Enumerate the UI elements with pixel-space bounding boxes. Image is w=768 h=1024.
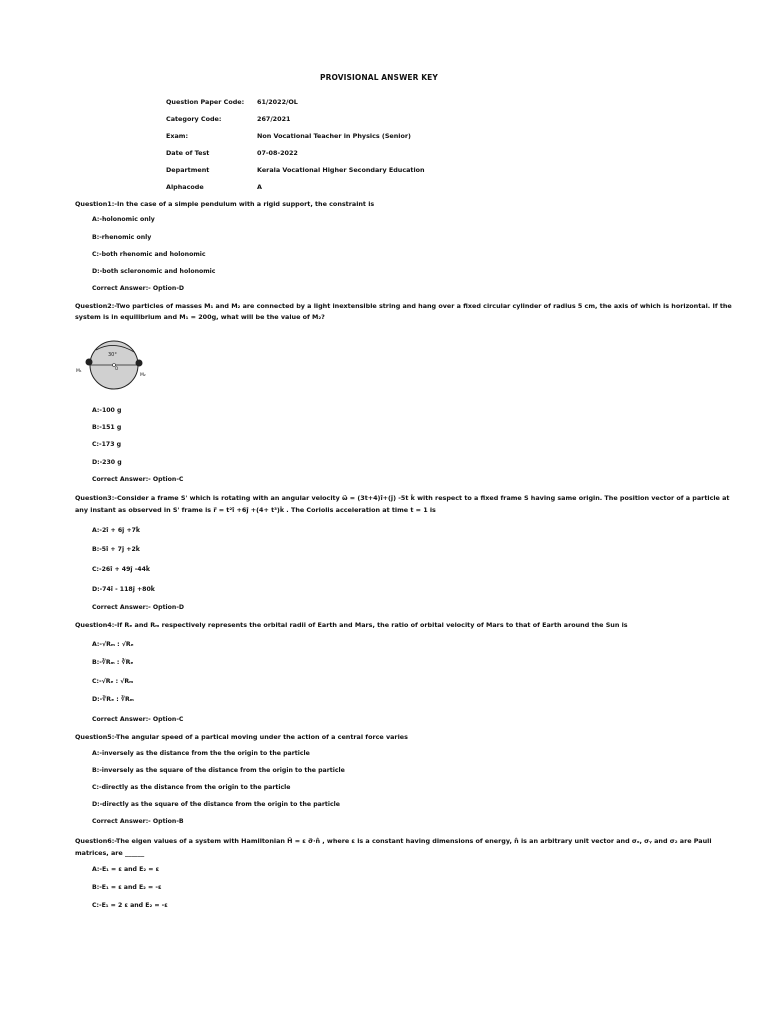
correct-answer: Correct Answer:- Option-D <box>92 285 185 292</box>
meta-value: 07-08-2022 <box>257 149 298 157</box>
option-c: C:-26î + 49ĵ -44k̂ <box>92 566 150 573</box>
option-a: A:-E₁ = ε and E₂ = ε <box>92 866 160 873</box>
option-c: C:-√Rₑ : √Rₘ <box>92 678 134 685</box>
option-a: A:-2î + 6ĵ +7k̂ <box>92 527 141 534</box>
option-d: D:-directly as the square of the distance from the origin to the particle <box>92 801 340 808</box>
meta-label: Alphacode <box>166 183 204 191</box>
question-text: Question4:-If Rₑ and Rₘ respectively represents the orbital radii of Earth and Mars, the ratio of orbital velocity of Mars to that of Earth around the Sun is <box>75 621 628 629</box>
meta-label: Date of Test <box>166 149 210 157</box>
question-text-line2: system is in equilibrium and M₁ = 200g, what will be the value of M₂? <box>75 313 325 321</box>
option-c: C:-E₁ = 2 ε and E₂ = -ε <box>92 902 168 909</box>
question-text-line2: any instant as observed in S' frame is r⃗ = t²î +6ĵ +(4+ t³)k̂ . The Coriolis acceleration at time t = 1 is <box>75 506 436 514</box>
question-text: Question1:-In the case of a simple pendulum with a rigid support, the constraint is <box>75 200 375 208</box>
option-a: A:-inversely as the distance from the the origin to the particle <box>92 750 310 757</box>
option-b: B:-5î + 7ĵ +2k̂ <box>92 546 140 553</box>
correct-answer: Correct Answer:- Option-B <box>92 818 184 825</box>
diagram-left-label: M₁ <box>76 369 82 374</box>
correct-answer: Correct Answer:- Option-C <box>92 476 184 483</box>
question-text: Question6:-The eigen values of a system with Hamiltonian Ĥ = ε σ⃗·n̂ , where ε is a constant having dimensions of energy, n̂ is an arbitrary unit vector and σₓ, σᵧ and σ₂ are Pauli <box>75 837 712 845</box>
meta-label: Department <box>166 166 210 174</box>
option-d: D:-74î - 118ĵ +80k̂ <box>92 586 155 593</box>
question-text-line2: matrices, are ______ <box>75 849 145 857</box>
correct-answer: Correct Answer:- Option-D <box>92 604 185 611</box>
question-text: Question5:-The angular speed of a partical moving under the action of a central force varies <box>75 733 408 741</box>
option-b: B:-E₁ = ε and E₂ = -ε <box>92 884 162 891</box>
meta-value: Non Vocational Teacher in Physics (Senior) <box>257 132 411 140</box>
page-title: PROVISIONAL ANSWER KEY <box>320 73 438 82</box>
option-b: B:-151 g <box>92 424 122 431</box>
option-c: C:-directly as the distance from the origin to the particle <box>92 784 291 791</box>
option-a: A:-√Rₘ : √Rₑ <box>92 641 134 648</box>
meta-value: 61/2022/OL <box>257 98 298 106</box>
meta-label: Question Paper Code: <box>166 98 245 106</box>
meta-value: 267/2021 <box>257 115 291 123</box>
question-text: Question2:-Two particles of masses M₁ and M₂ are connected by a light inextensible string and hang over a fixed circular cylinder of radius 5 cm, the axis of which is horizontal. If the <box>75 302 732 310</box>
option-a: A:-100 g <box>92 407 122 414</box>
diagram-right-label: M₂ <box>140 373 146 378</box>
option-c: C:-both rhenomic and holonomic <box>92 251 206 258</box>
option-b: B:-rhenomic only <box>92 234 152 241</box>
diagram-top-label: 30° <box>108 352 117 358</box>
correct-answer: Correct Answer:- Option-C <box>92 716 184 723</box>
meta-label: Exam: <box>166 132 189 140</box>
option-b: B:-inversely as the square of the distance from the origin to the particle <box>92 767 345 774</box>
meta-value: A <box>257 183 262 191</box>
diagram-center-label: O <box>115 366 119 371</box>
question-text: Question3:-Consider a frame S' which is rotating with an angular velocity ω⃗ = (3t+4)î+(ĵ) -5t k̂ with respect to a fixed frame S having same origin. The position vector of a particle at <box>75 494 730 502</box>
meta-value: Kerala Vocational Higher Secondary Education <box>257 166 425 174</box>
option-c: C:-173 g <box>92 441 122 448</box>
pulley-diagram <box>74 334 156 394</box>
option-d: D:-∛Rₑ : ∛Rₘ <box>92 696 134 703</box>
option-d: D:-both scleronomic and holonomic <box>92 268 216 275</box>
meta-label: Category Code: <box>166 115 222 123</box>
option-b: B:-∛Rₘ : ∛Rₑ <box>92 659 134 666</box>
option-d: D:-230 g <box>92 459 122 466</box>
option-a: A:-holonomic only <box>92 216 155 223</box>
